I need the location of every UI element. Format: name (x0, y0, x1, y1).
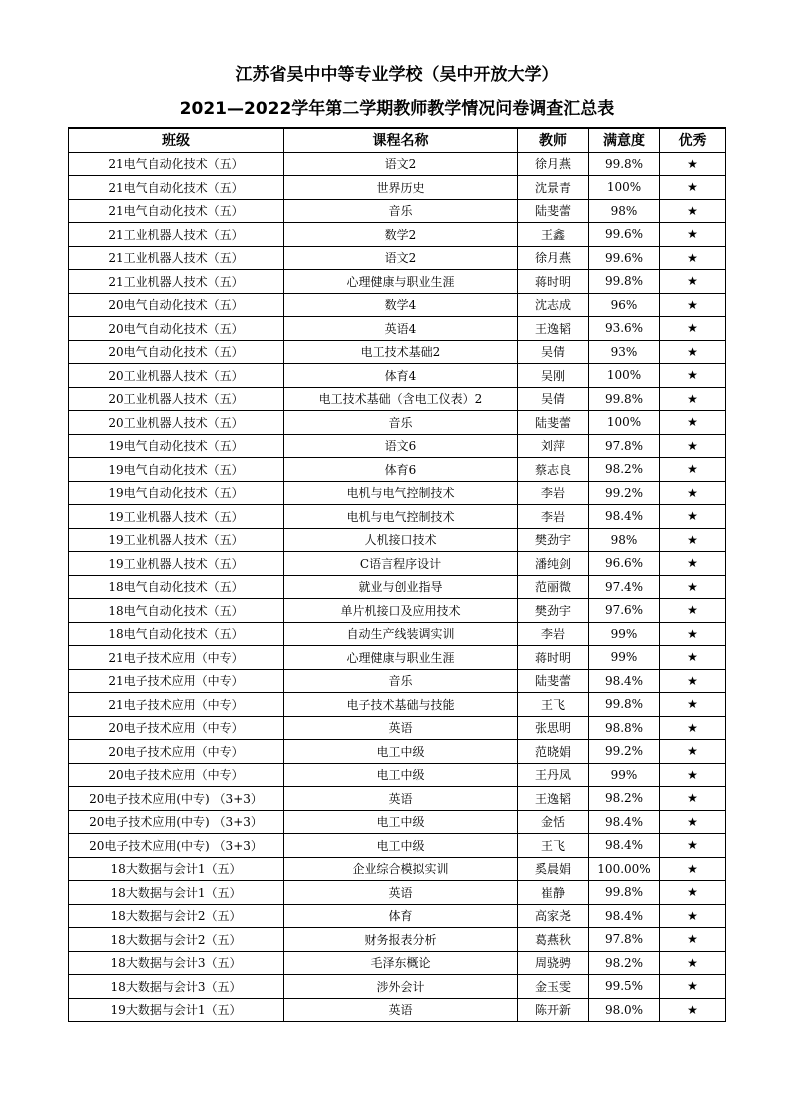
cell-teacher: 吴刚 (518, 364, 589, 388)
cell-course: 英语 (284, 787, 518, 811)
table-row (69, 458, 726, 482)
cell-course: 电机与电气控制技术 (284, 505, 518, 529)
cell-course: 体育 (284, 904, 518, 928)
cell-class: 20电子技术应用（中专） (69, 716, 284, 740)
document-subtitle: 2021—2022学年第二学期教师教学情况问卷调查汇总表 (179, 99, 615, 119)
cell-teacher: 葛燕秋 (518, 928, 589, 952)
cell-course: 涉外会计 (284, 975, 518, 999)
cell-class: 19电气自动化技术（五） (69, 458, 284, 482)
cell-class: 20电子技术应用(中专) （3+3） (69, 834, 284, 858)
cell-satisfaction: 98.4% (589, 904, 660, 928)
cell-excellent-star: ★ (660, 505, 726, 529)
table-row (69, 622, 726, 646)
cell-course: 电工中级 (284, 740, 518, 764)
table-row (69, 881, 726, 905)
cell-excellent-star: ★ (660, 481, 726, 505)
cell-class: 21电子技术应用（中专） (69, 646, 284, 670)
cell-satisfaction: 97.8% (589, 434, 660, 458)
cell-satisfaction: 99.2% (589, 740, 660, 764)
cell-course: 电工中级 (284, 810, 518, 834)
cell-teacher: 王逸韬 (518, 787, 589, 811)
cell-course: 英语 (284, 998, 518, 1022)
cell-excellent-star: ★ (660, 458, 726, 482)
cell-teacher: 金恬 (518, 810, 589, 834)
table-row (69, 834, 726, 858)
cell-teacher: 王逸韬 (518, 317, 589, 341)
cell-teacher: 李岩 (518, 481, 589, 505)
cell-course: 人机接口技术 (284, 528, 518, 552)
cell-satisfaction: 98.0% (589, 998, 660, 1022)
cell-excellent-star: ★ (660, 904, 726, 928)
cell-teacher: 徐月燕 (518, 152, 589, 176)
cell-course: 自动生产线装调实训 (284, 622, 518, 646)
table-row (69, 857, 726, 881)
cell-satisfaction: 100% (589, 176, 660, 200)
cell-excellent-star: ★ (660, 411, 726, 435)
cell-class: 19电气自动化技术（五） (69, 434, 284, 458)
cell-satisfaction: 98.2% (589, 951, 660, 975)
cell-course: 电机与电气控制技术 (284, 481, 518, 505)
table-row (69, 928, 726, 952)
cell-satisfaction: 96.6% (589, 552, 660, 576)
table-row (69, 270, 726, 294)
cell-satisfaction: 98.4% (589, 669, 660, 693)
table-row (69, 716, 726, 740)
cell-course: 心理健康与职业生涯 (284, 270, 518, 294)
cell-teacher: 王飞 (518, 834, 589, 858)
cell-excellent-star: ★ (660, 599, 726, 623)
table-row (69, 740, 726, 764)
cell-class: 19工业机器人技术（五） (69, 528, 284, 552)
table-row (69, 693, 726, 717)
table-row (69, 364, 726, 388)
cell-class: 18大数据与会计1（五） (69, 881, 284, 905)
cell-excellent-star: ★ (660, 199, 726, 223)
cell-course: 语文6 (284, 434, 518, 458)
cell-teacher: 金玉雯 (518, 975, 589, 999)
cell-satisfaction: 99.6% (589, 246, 660, 270)
table-row (69, 599, 726, 623)
cell-satisfaction: 99.6% (589, 223, 660, 247)
cell-satisfaction: 100.00% (589, 857, 660, 881)
cell-excellent-star: ★ (660, 669, 726, 693)
cell-teacher: 樊劲宇 (518, 599, 589, 623)
cell-class: 19工业机器人技术（五） (69, 505, 284, 529)
cell-class: 21电气自动化技术（五） (69, 152, 284, 176)
cell-teacher: 张思明 (518, 716, 589, 740)
table-header-row (69, 128, 726, 152)
cell-satisfaction: 98% (589, 199, 660, 223)
header-satisfaction: 满意度 (589, 128, 660, 152)
survey-table (68, 127, 726, 1022)
cell-excellent-star: ★ (660, 693, 726, 717)
cell-excellent-star: ★ (660, 340, 726, 364)
table-row (69, 552, 726, 576)
cell-course: 语文2 (284, 152, 518, 176)
cell-satisfaction: 100% (589, 411, 660, 435)
table-row (69, 340, 726, 364)
cell-class: 20工业机器人技术（五） (69, 387, 284, 411)
cell-excellent-star: ★ (660, 810, 726, 834)
cell-class: 19工业机器人技术（五） (69, 552, 284, 576)
document-title: 江苏省吴中中等专业学校（吴中开放大学） (235, 65, 559, 85)
cell-excellent-star: ★ (660, 857, 726, 881)
cell-class: 20电气自动化技术（五） (69, 317, 284, 341)
cell-course: 心理健康与职业生涯 (284, 646, 518, 670)
cell-teacher: 沈景青 (518, 176, 589, 200)
cell-excellent-star: ★ (660, 317, 726, 341)
cell-class: 18大数据与会计1（五） (69, 857, 284, 881)
cell-satisfaction: 100% (589, 364, 660, 388)
table-row (69, 199, 726, 223)
cell-teacher: 奚晨娟 (518, 857, 589, 881)
cell-excellent-star: ★ (660, 552, 726, 576)
cell-excellent-star: ★ (660, 364, 726, 388)
cell-teacher: 陈开新 (518, 998, 589, 1022)
cell-teacher: 高家尧 (518, 904, 589, 928)
cell-class: 21工业机器人技术（五） (69, 223, 284, 247)
table-row (69, 505, 726, 529)
cell-excellent-star: ★ (660, 834, 726, 858)
cell-class: 20电子技术应用（中专） (69, 740, 284, 764)
cell-class: 18电气自动化技术（五） (69, 599, 284, 623)
table-row (69, 951, 726, 975)
cell-excellent-star: ★ (660, 176, 726, 200)
cell-satisfaction: 98.4% (589, 834, 660, 858)
header-class: 班级 (69, 128, 284, 152)
cell-excellent-star: ★ (660, 575, 726, 599)
cell-satisfaction: 99.8% (589, 387, 660, 411)
cell-course: 音乐 (284, 199, 518, 223)
cell-teacher: 李岩 (518, 505, 589, 529)
table-row (69, 152, 726, 176)
cell-excellent-star: ★ (660, 716, 726, 740)
cell-course: 电工中级 (284, 834, 518, 858)
cell-course: 英语 (284, 716, 518, 740)
table-row (69, 998, 726, 1022)
cell-excellent-star: ★ (660, 387, 726, 411)
cell-course: 单片机接口及应用技术 (284, 599, 518, 623)
table-row (69, 646, 726, 670)
cell-satisfaction: 97.8% (589, 928, 660, 952)
cell-teacher: 潘纯剑 (518, 552, 589, 576)
table-row (69, 176, 726, 200)
cell-excellent-star: ★ (660, 951, 726, 975)
cell-excellent-star: ★ (660, 646, 726, 670)
cell-teacher: 蒋时明 (518, 270, 589, 294)
cell-excellent-star: ★ (660, 763, 726, 787)
cell-class: 19电气自动化技术（五） (69, 481, 284, 505)
table-row (69, 434, 726, 458)
cell-excellent-star: ★ (660, 152, 726, 176)
cell-satisfaction: 99.8% (589, 693, 660, 717)
cell-satisfaction: 98.8% (589, 716, 660, 740)
table-row (69, 246, 726, 270)
cell-excellent-star: ★ (660, 881, 726, 905)
cell-course: 电工中级 (284, 763, 518, 787)
cell-course: 语文2 (284, 246, 518, 270)
cell-class: 21电气自动化技术（五） (69, 176, 284, 200)
cell-course: 财务报表分析 (284, 928, 518, 952)
cell-satisfaction: 98.2% (589, 458, 660, 482)
cell-satisfaction: 99% (589, 763, 660, 787)
table-row (69, 975, 726, 999)
cell-teacher: 王飞 (518, 693, 589, 717)
table-row (69, 411, 726, 435)
cell-class: 21电子技术应用（中专） (69, 693, 284, 717)
table-row (69, 904, 726, 928)
cell-class: 20电子技术应用(中专) （3+3） (69, 810, 284, 834)
cell-course: 英语 (284, 881, 518, 905)
cell-excellent-star: ★ (660, 223, 726, 247)
cell-class: 19大数据与会计1（五） (69, 998, 284, 1022)
cell-teacher: 李岩 (518, 622, 589, 646)
cell-teacher: 陆斐蕾 (518, 669, 589, 693)
cell-teacher: 吴倩 (518, 340, 589, 364)
cell-course: 英语4 (284, 317, 518, 341)
cell-satisfaction: 97.4% (589, 575, 660, 599)
cell-class: 18大数据与会计3（五） (69, 975, 284, 999)
cell-excellent-star: ★ (660, 246, 726, 270)
cell-class: 21电气自动化技术（五） (69, 199, 284, 223)
cell-course: C语言程序设计 (284, 552, 518, 576)
cell-teacher: 王丹凤 (518, 763, 589, 787)
table-row (69, 317, 726, 341)
cell-course: 电工技术基础（含电工仪表）2 (284, 387, 518, 411)
header-excellent: 优秀 (660, 128, 726, 152)
cell-course: 世界历史 (284, 176, 518, 200)
cell-satisfaction: 98.2% (589, 787, 660, 811)
cell-excellent-star: ★ (660, 998, 726, 1022)
cell-satisfaction: 99.2% (589, 481, 660, 505)
cell-class: 18电气自动化技术（五） (69, 622, 284, 646)
cell-satisfaction: 98% (589, 528, 660, 552)
cell-course: 体育6 (284, 458, 518, 482)
cell-satisfaction: 99.8% (589, 270, 660, 294)
cell-course: 音乐 (284, 669, 518, 693)
cell-teacher: 陆斐蕾 (518, 411, 589, 435)
cell-class: 20电子技术应用(中专) （3+3） (69, 787, 284, 811)
cell-satisfaction: 93% (589, 340, 660, 364)
table-row (69, 763, 726, 787)
cell-excellent-star: ★ (660, 787, 726, 811)
cell-satisfaction: 97.6% (589, 599, 660, 623)
cell-class: 20电气自动化技术（五） (69, 340, 284, 364)
cell-satisfaction: 99% (589, 622, 660, 646)
table-body (69, 152, 726, 1022)
table-row (69, 528, 726, 552)
cell-satisfaction: 98.4% (589, 810, 660, 834)
cell-teacher: 沈志成 (518, 293, 589, 317)
cell-teacher: 徐月燕 (518, 246, 589, 270)
cell-excellent-star: ★ (660, 928, 726, 952)
table-row (69, 575, 726, 599)
table-row (69, 223, 726, 247)
cell-class: 18大数据与会计3（五） (69, 951, 284, 975)
table-row (69, 669, 726, 693)
cell-course: 数学2 (284, 223, 518, 247)
cell-satisfaction: 96% (589, 293, 660, 317)
cell-teacher: 蒋时明 (518, 646, 589, 670)
cell-class: 18大数据与会计2（五） (69, 928, 284, 952)
cell-class: 18电气自动化技术（五） (69, 575, 284, 599)
cell-satisfaction: 99% (589, 646, 660, 670)
cell-class: 21电子技术应用（中专） (69, 669, 284, 693)
cell-teacher: 范晓娟 (518, 740, 589, 764)
cell-teacher: 蔡志良 (518, 458, 589, 482)
cell-teacher: 陆斐蕾 (518, 199, 589, 223)
cell-teacher: 刘萍 (518, 434, 589, 458)
cell-course: 数学4 (284, 293, 518, 317)
cell-teacher: 王鑫 (518, 223, 589, 247)
cell-satisfaction: 93.6% (589, 317, 660, 341)
table-row (69, 787, 726, 811)
cell-class: 20电气自动化技术（五） (69, 293, 284, 317)
cell-class: 20工业机器人技术（五） (69, 411, 284, 435)
cell-satisfaction: 99.8% (589, 152, 660, 176)
header-teacher: 教师 (518, 128, 589, 152)
cell-satisfaction: 99.5% (589, 975, 660, 999)
cell-course: 电工技术基础2 (284, 340, 518, 364)
cell-excellent-star: ★ (660, 293, 726, 317)
cell-excellent-star: ★ (660, 270, 726, 294)
cell-teacher: 周骁骋 (518, 951, 589, 975)
header-course: 课程名称 (284, 128, 518, 152)
table-row (69, 810, 726, 834)
cell-satisfaction: 98.4% (589, 505, 660, 529)
cell-teacher: 樊劲宇 (518, 528, 589, 552)
cell-course: 音乐 (284, 411, 518, 435)
cell-satisfaction: 99.8% (589, 881, 660, 905)
cell-course: 企业综合模拟实训 (284, 857, 518, 881)
cell-course: 电子技术基础与技能 (284, 693, 518, 717)
cell-class: 20电子技术应用（中专） (69, 763, 284, 787)
cell-excellent-star: ★ (660, 622, 726, 646)
cell-course: 毛泽东概论 (284, 951, 518, 975)
table-row (69, 293, 726, 317)
cell-class: 21工业机器人技术（五） (69, 270, 284, 294)
cell-class: 20工业机器人技术（五） (69, 364, 284, 388)
cell-excellent-star: ★ (660, 975, 726, 999)
cell-excellent-star: ★ (660, 434, 726, 458)
cell-class: 18大数据与会计2（五） (69, 904, 284, 928)
cell-class: 21工业机器人技术（五） (69, 246, 284, 270)
cell-teacher: 吴倩 (518, 387, 589, 411)
table-row (69, 481, 726, 505)
cell-excellent-star: ★ (660, 740, 726, 764)
cell-course: 体育4 (284, 364, 518, 388)
cell-excellent-star: ★ (660, 528, 726, 552)
table-row (69, 387, 726, 411)
cell-teacher: 范丽微 (518, 575, 589, 599)
cell-course: 就业与创业指导 (284, 575, 518, 599)
cell-teacher: 崔静 (518, 881, 589, 905)
